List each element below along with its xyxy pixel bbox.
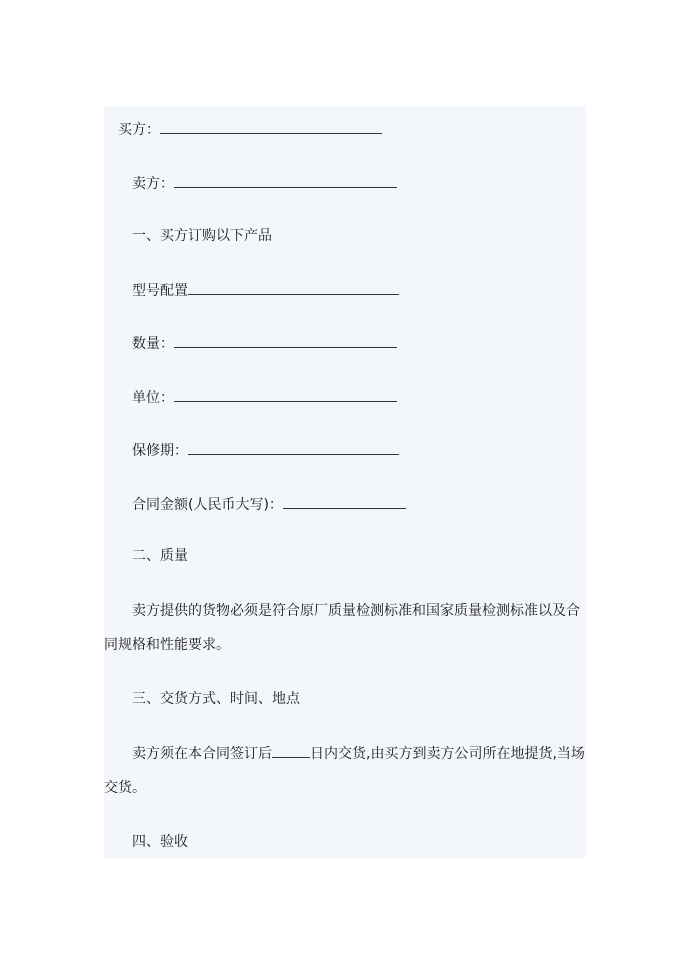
- seller-blank[interactable]: [174, 173, 397, 188]
- model-blank[interactable]: [188, 280, 399, 295]
- warranty-blank[interactable]: [188, 440, 399, 455]
- section2-heading: 二、质量: [132, 548, 188, 564]
- warranty-field: [132, 440, 399, 460]
- unit-label: 单位：: [132, 390, 174, 406]
- amount-blank[interactable]: [283, 494, 406, 509]
- delivery-days-blank[interactable]: [272, 743, 310, 758]
- seller-field: [132, 173, 397, 193]
- model-field: [132, 280, 399, 300]
- model-label: 型号配置: [132, 283, 188, 299]
- amount-field: [132, 494, 406, 514]
- quality-text-line1: 卖方提供的货物必须是符合原厂质量检测标准和国家质量检测标准以及合: [132, 603, 580, 619]
- quantity-field: [132, 333, 397, 353]
- buyer-field: [118, 119, 382, 139]
- quality-text-line2: 同规格和性能要求。: [104, 637, 230, 653]
- warranty-label: 保修期：: [132, 443, 188, 459]
- unit-blank[interactable]: [174, 387, 397, 402]
- quantity-label: 数量：: [132, 336, 174, 352]
- delivery-text-line1: [132, 743, 585, 763]
- quantity-blank[interactable]: [174, 333, 397, 348]
- buyer-blank[interactable]: [160, 119, 382, 134]
- unit-field: [132, 387, 397, 407]
- delivery-text-part2: 日内交货,由买方到卖方公司所在地提货,当场: [310, 746, 585, 762]
- section4-heading: 四、验收: [132, 834, 188, 850]
- section1-heading: 一、买方订购以下产品: [132, 228, 272, 244]
- delivery-text-part1: 卖方须在本合同签订后: [132, 746, 272, 762]
- amount-label: 合同金额(人民币大写)：: [132, 497, 283, 513]
- seller-label: 卖方：: [132, 176, 174, 192]
- contract-page: [104, 106, 586, 858]
- delivery-text-line2: 交货。: [104, 780, 146, 796]
- buyer-label: 买方：: [118, 122, 160, 138]
- section3-heading: 三、交货方式、时间、地点: [132, 691, 300, 707]
